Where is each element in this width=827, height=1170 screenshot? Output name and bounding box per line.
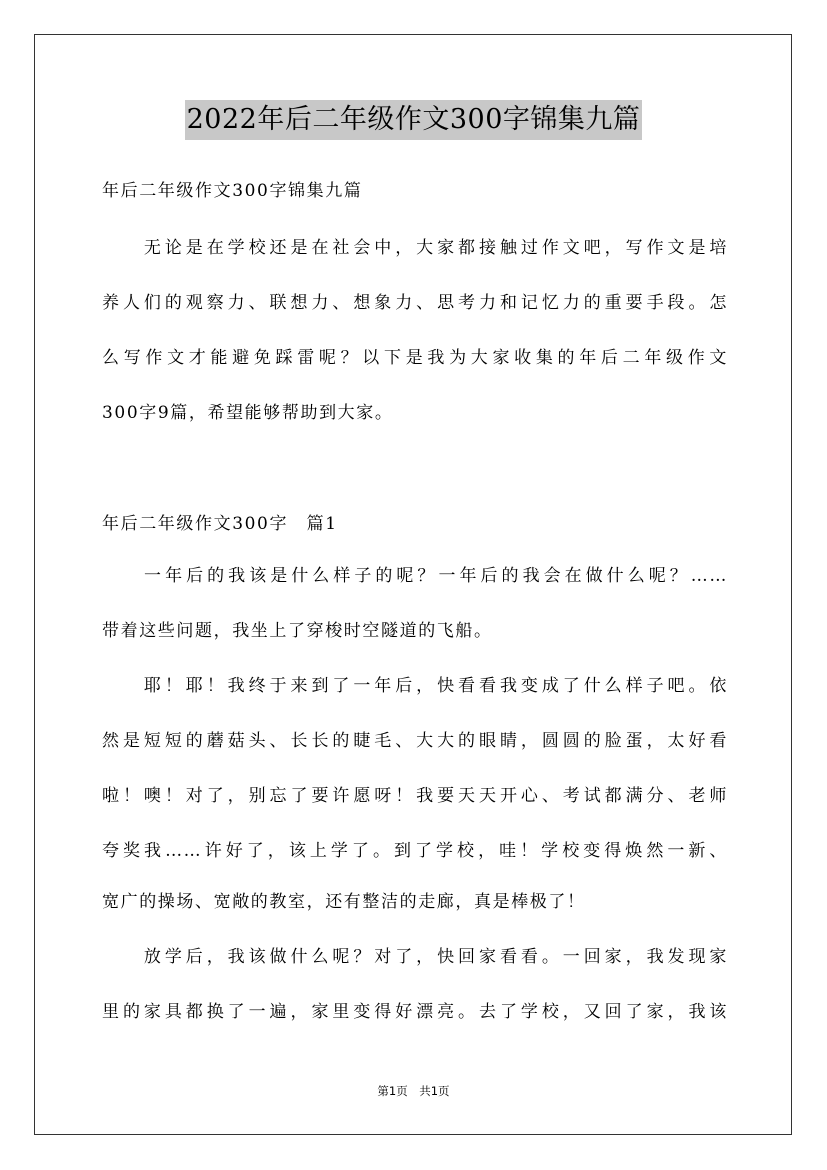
- paragraph-line: 一年后的我该是什么样子的呢？一年后的我会在做什么呢？……: [102, 566, 728, 586]
- paragraph-line: 带着这些问题，我坐上了穿梭时空隧道的飞船。: [102, 621, 493, 641]
- paragraph-line: 宽广的操场、宽敞的教室，还有整洁的走廊，真是棒极了！: [102, 892, 586, 912]
- paragraph-line: 啦！噢！对了，别忘了要许愿呀！我要天天开心、考试都满分、老师: [102, 786, 728, 806]
- section-heading: 年后二年级作文300字 篇1: [102, 514, 338, 534]
- paragraph-line: 么写作文才能避免踩雷呢？以下是我为大家收集的年后二年级作文: [102, 348, 728, 368]
- paragraph-line: 放学后，我该做什么呢？对了，快回家看看。一回家，我发现家: [102, 947, 728, 967]
- subtitle-line: 年后二年级作文300字锦集九篇: [102, 181, 363, 201]
- page-footer: 第1页 共1页: [377, 1084, 450, 1098]
- paragraph-line: 耶！耶！我终于来到了一年后，快看看我变成了什么样子吧。依: [102, 676, 728, 696]
- paragraph-line: 无论是在学校还是在社会中，大家都接触过作文吧，写作文是培: [102, 238, 728, 258]
- title-container: [0, 100, 827, 140]
- paragraph-line: 300字9篇，希望能够帮助到大家。: [102, 403, 394, 423]
- paragraph-line: 里的家具都换了一遍，家里变得好漂亮。去了学校，又回了家，我该: [102, 1002, 728, 1022]
- paragraph-line: 夸奖我……许好了，该上学了。到了学校，哇！学校变得焕然一新、: [102, 841, 728, 861]
- paragraph-line: 养人们的观察力、联想力、想象力、思考力和记忆力的重要手段。怎: [102, 293, 728, 313]
- paragraph-line: 然是短短的蘑菇头、长长的睫毛、大大的眼睛，圆圆的脸蛋，太好看: [102, 731, 728, 751]
- document-title: 2022年后二年级作文300字锦集九篇: [185, 100, 643, 140]
